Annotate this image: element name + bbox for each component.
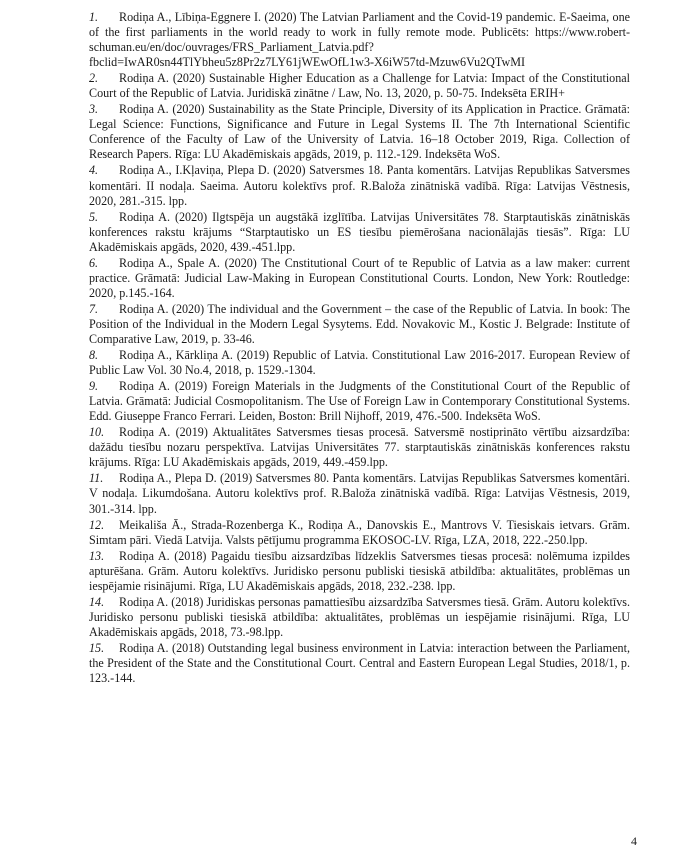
reference-number: 3. xyxy=(89,102,99,117)
reference-text: Rodiņa A. (2020) The individual and the Government – the case of the Republic of Latvia. In book: The Position of the Individual in the Modern Legal Sysytems. Edd. Novakovic M., Kostic J. Belgrade: Institute of Comparative Law, 2019, p. 33-46. xyxy=(89,301,630,346)
reference-text: Rodiņa A. (2018) Juridiskas personas pamattiesību aizsardzība Satversmes tiesā. Grām. Autoru kolektīvs. Juridisko personu publiski tiesiskā atbildība: aktualitātes, problēmas un iespējamie risinājumi. Rīga, LU Akadēmiskais apgāds, 2018, 73.-98.lpp. xyxy=(89,594,630,639)
reference-list xyxy=(89,10,630,687)
reference-text: Meikališa Ā., Strada-Rozenberga K., Rodiņa A., Danovskis E., Mantrovs V. Tiesiskais ietvars. Grām. Simtam pāri. Viedā Latvija. Valsts pētījumu programma EKOSOC-LV. Rīga, LZA, 2018, 222.-250.lpp. xyxy=(89,517,630,547)
reference-item xyxy=(89,71,630,101)
reference-number: 7. xyxy=(89,301,99,316)
reference-item xyxy=(89,256,630,301)
reference-number: 9. xyxy=(89,379,99,394)
reference-number: 12. xyxy=(89,517,105,532)
reference-text: Rodiņa A. (2019) Foreign Materials in the Judgments of the Constitutional Court of the Republic of Latvia. Grāmatā: Judicial Cosmopolitanism. The Use of Foreign Law in Contemporary Constitutional Systems. Edd. Giuseppe Franco Ferrari. Leiden, Boston: Brill Nijhoff, 2019, 476.-500. Indeksēta WoS. xyxy=(89,379,630,424)
reference-item xyxy=(89,210,630,255)
reference-text: Rodiņa A., I.Kļaviņa, Plepa D. (2020) Satversmes 18. Panta komentārs. Latvijas Republikas Satversmes komentāri. II nodaļa. Saeima. Autoru kolektīvs prof. R.Baloža zinātniskā vadībā. Rīga: Latvijas Vēstnesis, 2020, 281.-315. lpp. xyxy=(89,163,630,208)
reference-number: 15. xyxy=(89,640,105,655)
reference-number: 10. xyxy=(89,425,105,440)
reference-number: 11. xyxy=(89,471,104,486)
reference-item xyxy=(89,471,630,516)
reference-number: 13. xyxy=(89,548,105,563)
reference-text: Rodiņa A. (2020) Sustainability as the State Principle, Diversity of its Application in Practice. Grāmatā: Legal Science: Functions, Significance and Future in Legal Systems II. The 7th International Scientific Conference of the Faculty of Law of the University of Latvia. 16–18 October 2019, Riga. Collection of Research Papers. Rīga: LU Akadēmiskais apgāds, 2019, p. 112.-129. Indeksēta WoS. xyxy=(89,102,630,162)
reference-number: 4. xyxy=(89,163,99,178)
reference-item xyxy=(89,379,630,424)
reference-number: 5. xyxy=(89,209,99,224)
reference-number: 14. xyxy=(89,594,105,609)
reference-text: Rodiņa A. (2018) Pagaidu tiesību aizsardzības līdzeklis Satversmes tiesas procesā: nolēmuma izpildes apturēšana. Grām. Autoru kolektīvs. Juridisko personu publiski tiesiskā atbildība: aktualitātes, problēmas un iespējamie risinājumi. Rīga, LU Akadēmiskais apgāds, 2018, 232.-238. lpp. xyxy=(89,548,630,593)
reference-text: Rodiņa A., Lībiņa-Eggnere I. (2020) The Latvian Parliament and the Covid-19 pandemic. E-Saeima, one of the first parliaments in the world ready to work in fully remote mode. Publicēts: https://www.robert-schuman.eu/en/doc/ouvrages/FRS_Parliament_Latvia.pdf?fbclid=IwAR0sn44TlYbheu5z8Pr2z7LY61jWEwOfL1w3-X6iW57td-Mzuw6Vu2QTwMI xyxy=(89,10,630,70)
reference-text: Rodiņa A. (2019) Aktualitātes Satversmes tiesas procesā. Satversmē nostiprināto vērtību aizsardzība: dažādu tiesību nozaru perspektīva. Latvijas Universitātes 77. starptautiskās zinātniskās konferences rakstu krājums. Rīga: LU Akadēmiskais apgāds, 2019, 449.-459.lpp. xyxy=(89,425,630,470)
reference-text: Rodiņa A. (2020) Sustainable Higher Education as a Challenge for Latvia: Impact of the Constitutional Court of the Republic of Latvia. Juridiskā zinātne / Law, No. 13, 2020, p. 50-75. Indeksēta ERIH+ xyxy=(89,71,630,101)
reference-number: 6. xyxy=(89,255,99,270)
reference-text: Rodiņa A., Kārkliņa A. (2019) Republic of Latvia. Constitutional Law 2016-2017. European Review of Public Law Vol. 30 No.4, 2018, p. 1529.-1304. xyxy=(89,348,630,378)
reference-text: Rodiņa A., Plepa D. (2019) Satversmes 80. Panta komentārs. Latvijas Republikas Satversmes komentāri. V nodaļa. Likumdošana. Autoru kolektīvs prof. R.Baloža zinātniskā vadībā. Rīga: Latvijas Vēstnesis, 2019, 301.-314. lpp. xyxy=(89,471,630,516)
reference-number: 8. xyxy=(89,348,99,363)
reference-text: Rodiņa A. (2018) Outstanding legal business environment in Latvia: interaction between the Parliament, the President of the State and the Constitutional Court. Central and Eastern European Legal Studies, 2018/1, p. 123.-144. xyxy=(89,640,630,686)
reference-number: 2. xyxy=(89,71,99,86)
reference-number: 1. xyxy=(89,10,99,24)
reference-item xyxy=(89,641,630,686)
reference-text: Rodiņa A. (2020) Ilgtspēja un augstākā izglītība. Latvijas Universitātes 78. Starptautiskās zinātniskās konferences rakstu krājums “Starptautisko un ES tiesību piemērošana nacionālajās tiesās”. Rīga: LU Akadēmiskais apgāds, 2020, 439.-451.lpp. xyxy=(89,209,630,254)
reference-item xyxy=(89,595,630,640)
reference-item xyxy=(89,10,630,70)
reference-item xyxy=(89,302,630,347)
reference-item xyxy=(89,102,630,162)
reference-text: Rodiņa A., Spale A. (2020) The Cnstitutional Court of te Republic of Latvia as a law maker: current practice. Grāmatā: Judicial Law-Making in European Constitutional Courts. London, New York: Routledge: 2020, p.145.-164. xyxy=(89,255,630,300)
reference-item xyxy=(89,163,630,208)
reference-item xyxy=(89,348,630,378)
page-number: 4 xyxy=(631,834,637,848)
reference-item xyxy=(89,425,630,470)
reference-item xyxy=(89,549,630,594)
reference-item xyxy=(89,518,630,548)
